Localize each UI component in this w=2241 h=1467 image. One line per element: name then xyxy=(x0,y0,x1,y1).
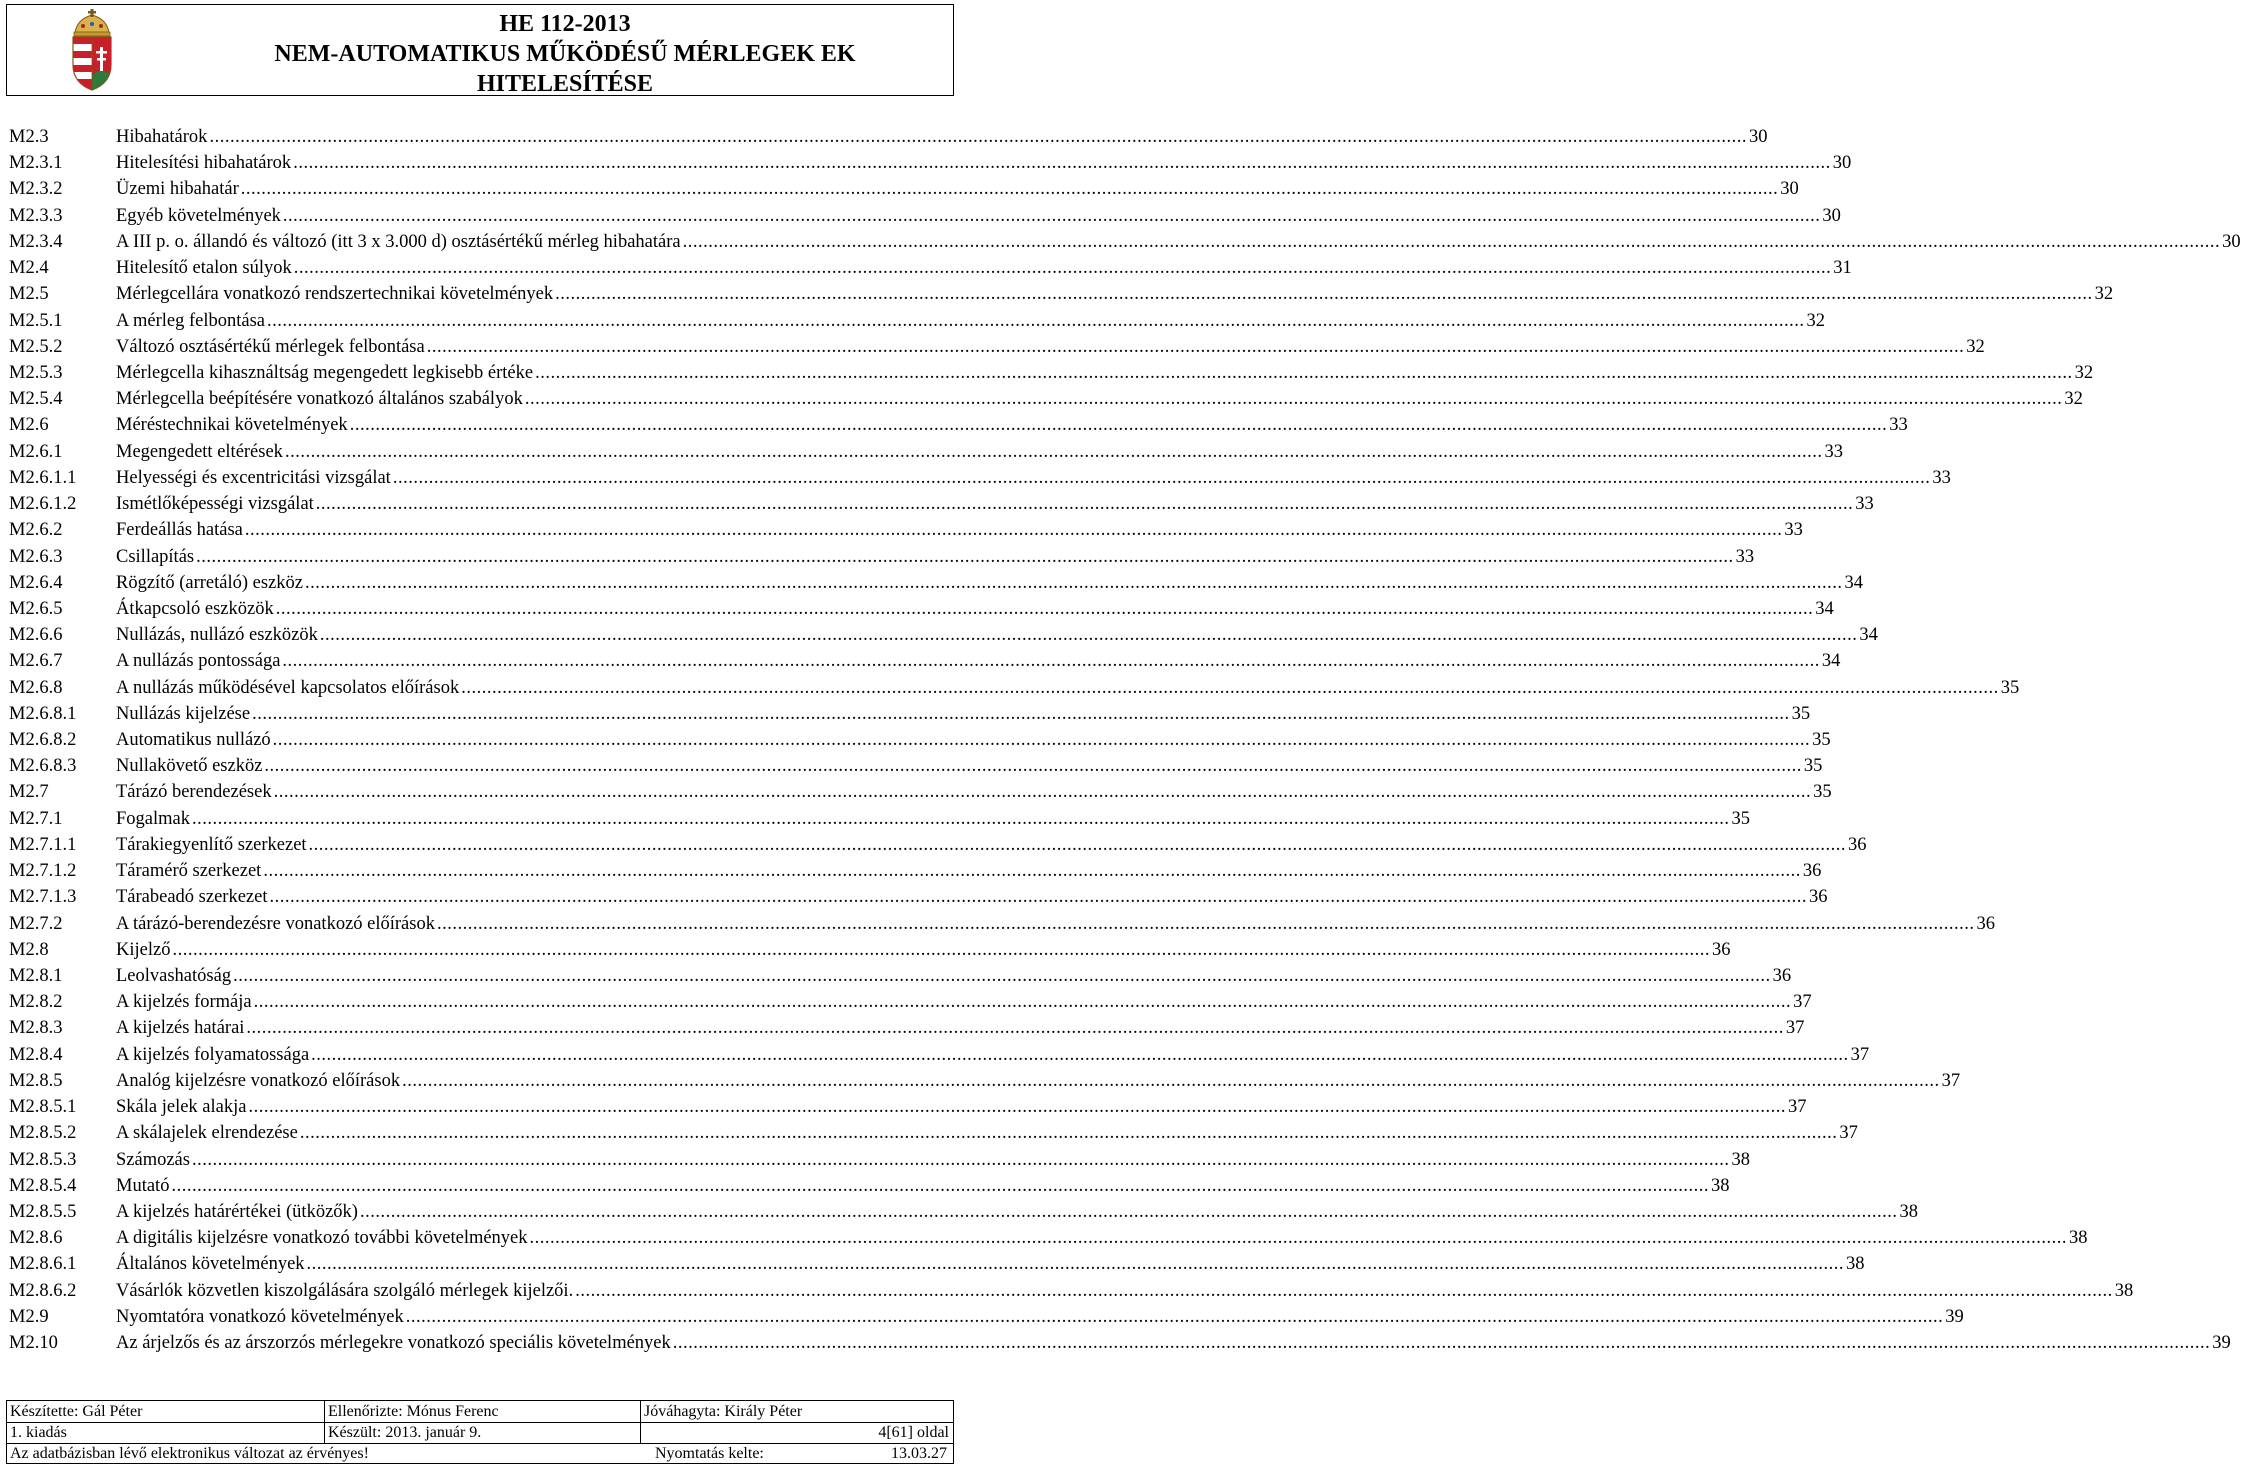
toc-leader-dots: ............................................................................................................................................................................................................................................................................................................ xyxy=(293,153,1831,174)
toc-entry-number: M2.6.2 xyxy=(9,520,63,541)
toc-entry[interactable] xyxy=(9,544,1755,570)
toc-leader-dots: ............................................................................................................................................................................................................................................................................................................ xyxy=(240,179,1779,200)
toc-entry[interactable] xyxy=(9,491,1874,517)
toc-entry-number: M2.8.5.2 xyxy=(9,1123,77,1144)
toc-entry[interactable] xyxy=(9,858,1822,884)
toc-entry-title: Megengedett eltérések xyxy=(116,439,285,465)
toc-leader-dots: ............................................................................................................................................................................................................................................................................................................ xyxy=(273,782,1812,803)
toc-leader-dots: ............................................................................................................................................................................................................................................................................................................ xyxy=(461,677,1999,698)
toc-entry[interactable] xyxy=(9,308,1825,334)
title-line-1: HE 112-2013 xyxy=(499,11,631,37)
toc-entry-page: 38 xyxy=(1731,1149,1750,1170)
toc-leader-dots: ............................................................................................................................................................................................................................................................................................................ xyxy=(359,1201,1898,1222)
toc-entry-number: M2.5.2 xyxy=(9,336,63,357)
toc-entry-page: 37 xyxy=(1793,992,1812,1013)
toc-entry-page: 33 xyxy=(1824,441,1843,462)
toc-entry-title: Tárázó berendezések xyxy=(116,779,274,805)
toc-entry-number: M2.6.1.2 xyxy=(9,494,77,515)
toc-entry-page: 33 xyxy=(1932,467,1951,488)
toc-entry-number: M2.3.4 xyxy=(9,231,63,252)
toc-entry[interactable] xyxy=(9,360,2094,386)
toc-entry-title: A mérleg felbontása xyxy=(116,308,267,334)
toc-entry-title: Változó osztásértékű mérlegek felbontása xyxy=(116,334,427,360)
toc-leader-dots: ............................................................................................................................................................................................................................................................................................................ xyxy=(308,834,1847,855)
toc-leader-dots: ............................................................................................................................................................................................................................................................................................................ xyxy=(191,1149,1730,1170)
toc-entry-number: M2.8.5 xyxy=(9,1070,63,1091)
toc-entry[interactable] xyxy=(9,1225,2088,1251)
toc-entry[interactable] xyxy=(9,1278,2134,1304)
toc-entry-title: Ismétlőképességi vizsgálat xyxy=(116,491,316,517)
toc-entry-number: M2.8.5.5 xyxy=(9,1201,77,1222)
toc-entry-number: M2.7.1 xyxy=(9,808,63,829)
footer-created-date: Készült: 2013. január 9. xyxy=(325,1422,641,1443)
toc-entry-number: M2.5.1 xyxy=(9,310,63,331)
toc-entry-number: M2.8.2 xyxy=(9,992,63,1013)
toc-entry-title: Ferdeállás hatása xyxy=(116,517,245,543)
toc-entry-title: Fogalmak xyxy=(116,806,192,832)
footer-edition: 1. kiadás xyxy=(7,1422,325,1443)
toc-entry[interactable] xyxy=(9,439,1843,465)
toc-entry-number: M2.8.6.1 xyxy=(9,1254,77,1275)
toc-entry-title: Egyéb követelmények xyxy=(116,203,283,229)
toc-entry-title: A kijelzés határai xyxy=(116,1015,246,1041)
toc-entry-page: 30 xyxy=(1780,179,1799,200)
toc-leader-dots: ............................................................................................................................................................................................................................................................................................................ xyxy=(402,1070,1940,1091)
toc-entry[interactable] xyxy=(9,963,1792,989)
toc-leader-dots: ............................................................................................................................................................................................................................................................................................................ xyxy=(171,1175,1709,1196)
toc-entry[interactable] xyxy=(9,150,1852,176)
toc-entry-title: Nullakövető eszköz xyxy=(116,753,264,779)
toc-leader-dots: ............................................................................................................................................................................................................................................................................................................ xyxy=(524,389,2063,410)
title-line-2: NEM-AUTOMATIKUS MŰKÖDÉSŰ MÉRLEGEK EK xyxy=(274,41,856,67)
toc-entry-title: Hitelesítési hibahatárok xyxy=(116,150,293,176)
toc-entry-page: 34 xyxy=(1815,598,1834,619)
toc-leader-dots: ............................................................................................................................................................................................................................................................................................................ xyxy=(319,625,1858,646)
toc-leader-dots: ............................................................................................................................................................................................................................................................................................................ xyxy=(293,258,1832,279)
footer-print-date: 13.03.27 xyxy=(891,1445,947,1462)
footer-print-label: Nyomtatás kelte: xyxy=(655,1445,764,1462)
toc-leader-dots: ............................................................................................................................................................................................................................................................................................................ xyxy=(282,651,1820,672)
toc-entry-page: 39 xyxy=(1945,1306,1964,1327)
toc-leader-dots: ............................................................................................................................................................................................................................................................................................................ xyxy=(192,808,1730,829)
toc-entry[interactable] xyxy=(9,701,1811,727)
toc-entry-page: 36 xyxy=(1802,861,1822,882)
toc-entry-title: Üzemi hibahatár xyxy=(116,176,241,202)
title-line-3: HITELESÍTÉSE xyxy=(476,71,654,97)
toc-entry-page: 35 xyxy=(1731,808,1750,829)
toc-leader-dots: ............................................................................................................................................................................................................................................................................................................ xyxy=(252,703,1790,724)
toc-entry-number: M2.8.6.2 xyxy=(9,1280,77,1301)
toc-leader-dots: ............................................................................................................................................................................................................................................................................................................ xyxy=(535,362,2073,383)
toc-entry-title: Vásárlók közvetlen kiszolgálására szolgáló mérlegek kijelzői. xyxy=(116,1278,575,1304)
toc-leader-dots: ............................................................................................................................................................................................................................................................................................................ xyxy=(555,284,2093,305)
toc-leader-dots: ............................................................................................................................................................................................................................................................................................................ xyxy=(306,1254,1845,1275)
toc-entry-title: Mérlegcella kihasználtság megengedett legkisebb értéke xyxy=(116,360,535,386)
toc-entry-number: M2.8.4 xyxy=(9,1044,63,1065)
toc-entry-number: M2.8.5.4 xyxy=(9,1175,77,1196)
toc-entry[interactable] xyxy=(9,465,1951,491)
toc-entry[interactable] xyxy=(9,753,1823,779)
toc-entry-page: 37 xyxy=(1941,1070,1961,1091)
toc-entry[interactable] xyxy=(9,386,2083,412)
document-title xyxy=(177,5,953,95)
toc-entry-number: M2.6.5 xyxy=(9,598,63,619)
footer-validity-note: Az adatbázisban lévő elektronikus változat az érvényes! xyxy=(10,1445,369,1462)
toc-entry[interactable] xyxy=(9,176,1799,202)
toc-entry[interactable] xyxy=(9,622,1878,648)
toc-entry-title: Automatikus nullázó xyxy=(116,727,273,753)
toc-entry-number: M2.8.5.1 xyxy=(9,1097,77,1118)
logo-cell xyxy=(7,5,177,95)
toc-entry-page: 36 xyxy=(1711,939,1731,960)
toc-entry-number: M2.6.8 xyxy=(9,677,63,698)
toc-entry-page: 38 xyxy=(2069,1228,2088,1249)
toc-entry[interactable] xyxy=(9,1068,1961,1094)
toc-entry-page: 38 xyxy=(1846,1254,1865,1275)
toc-entry-page: 37 xyxy=(1839,1123,1858,1144)
toc-entry-page: 33 xyxy=(1784,520,1803,541)
toc-entry[interactable] xyxy=(9,1120,1858,1146)
toc-entry[interactable] xyxy=(9,937,1731,963)
toc-entry-page: 30 xyxy=(2222,231,2241,252)
footer-page-number: 4[61] oldal xyxy=(878,1424,949,1441)
toc-entry-number: M2.7.1.3 xyxy=(9,887,77,908)
toc-entry-title: Méréstechnikai követelmények xyxy=(116,412,350,438)
toc-entry-page: 32 xyxy=(2094,284,2114,305)
toc-entry[interactable] xyxy=(9,229,2241,255)
toc-leader-dots: ............................................................................................................................................................................................................................................................................................................ xyxy=(248,1097,1786,1118)
toc-entry-page: 38 xyxy=(1710,1175,1730,1196)
document-header xyxy=(6,4,954,96)
toc-entry[interactable] xyxy=(9,1147,1750,1173)
toc-entry-title: Nullázás kijelzése xyxy=(116,701,252,727)
toc-leader-dots: ............................................................................................................................................................................................................................................................................................................ xyxy=(349,415,1888,436)
toc-entry[interactable] xyxy=(9,517,1803,543)
toc-entry-number: M2.5.4 xyxy=(9,389,63,410)
toc-leader-dots: ............................................................................................................................................................................................................................................................................................................ xyxy=(269,887,1807,908)
toc-entry-page: 33 xyxy=(1855,494,1874,515)
toc-entry-title: A kijelzés formája xyxy=(116,989,254,1015)
toc-entry[interactable] xyxy=(9,675,2020,701)
toc-entry-title: Hibahatárok xyxy=(116,124,209,150)
toc-entry-page: 36 xyxy=(1809,887,1828,908)
toc-entry-page: 37 xyxy=(1850,1044,1870,1065)
toc-entry-title: Táramérő szerkezet xyxy=(116,858,263,884)
toc-entry-title: A nullázás pontossága xyxy=(116,648,282,674)
toc-entry-number: M2.6.6 xyxy=(9,625,63,646)
toc-entry-page: 34 xyxy=(1821,651,1841,672)
toc-entry-number: M2.6.8.1 xyxy=(9,703,77,724)
toc-entry-number: M2.8.6 xyxy=(9,1228,63,1249)
toc-entry-title: A digitális kijelzésre vonatkozó további követelmények xyxy=(116,1225,530,1251)
toc-entry-title: Analóg kijelzésre vonatkozó előírások xyxy=(116,1068,402,1094)
toc-entry[interactable] xyxy=(9,832,1867,858)
toc-entry[interactable] xyxy=(9,1199,1918,1225)
toc-leader-dots: ............................................................................................................................................................................................................................................................................................................ xyxy=(233,966,1771,986)
toc-entry-number: M2.8.3 xyxy=(9,1018,63,1039)
toc-entry-page: 39 xyxy=(2212,1333,2231,1354)
toc-entry-number: M2.6.1 xyxy=(9,441,63,462)
toc-entry-number: M2.8 xyxy=(9,939,49,960)
toc-entry-number: M2.6.8.2 xyxy=(9,730,77,751)
document-footer xyxy=(6,1400,954,1464)
toc-leader-dots: ............................................................................................................................................................................................................................................................................................................ xyxy=(209,127,1747,147)
toc-entry-page: 30 xyxy=(1832,153,1852,174)
toc-leader-dots: ............................................................................................................................................................................................................................................................................................................ xyxy=(263,861,1801,882)
toc-entry-number: M2.6 xyxy=(9,415,49,436)
toc-entry-page: 35 xyxy=(1812,730,1831,751)
toc-entry-page: 34 xyxy=(1844,572,1863,593)
toc-entry[interactable] xyxy=(9,255,1852,281)
toc-leader-dots: ............................................................................................................................................................................................................................................................................................................ xyxy=(284,441,1823,462)
toc-entry-title: A kijelzés folyamatossága xyxy=(116,1042,311,1068)
toc-leader-dots: ............................................................................................................................................................................................................................................................................................................ xyxy=(264,756,1802,777)
toc-entry-number: M2.5 xyxy=(9,284,49,305)
toc-leader-dots: ............................................................................................................................................................................................................................................................................................................ xyxy=(529,1228,2068,1249)
toc-entry-title: Az árjelzős és az árszorzós mérlegekre vonatkozó speciális követelmények xyxy=(116,1330,673,1356)
toc-entry[interactable] xyxy=(9,334,1985,360)
toc-entry-page: 36 xyxy=(1976,913,1995,934)
toc-entry-title: A skálajelek elrendezése xyxy=(116,1120,300,1146)
toc-entry-number: M2.8.1 xyxy=(9,966,63,986)
toc-entry-number: M2.6.4 xyxy=(9,572,63,593)
toc-entry-title: Skála jelek alakja xyxy=(116,1094,248,1120)
toc-entry-page: 35 xyxy=(1813,782,1832,803)
toc-leader-dots: ............................................................................................................................................................................................................................................................................................................ xyxy=(405,1306,1944,1327)
toc-leader-dots: ............................................................................................................................................................................................................................................................................................................ xyxy=(282,205,1821,226)
toc-leader-dots: ............................................................................................................................................................................................................................................................................................................ xyxy=(672,1333,2211,1354)
toc-entry-number: M2.6.1.1 xyxy=(9,467,77,488)
toc-entry-page: 32 xyxy=(2074,362,2094,383)
toc-entry-number: M2.3 xyxy=(9,127,49,147)
toc-leader-dots: ............................................................................................................................................................................................................................................................................................................ xyxy=(172,939,1710,960)
toc-entry-title: Nyomtatóra vonatkozó követelmények xyxy=(116,1304,406,1330)
toc-entry-number: M2.9 xyxy=(9,1306,49,1327)
toc-entry[interactable] xyxy=(9,1042,1870,1068)
toc-entry-title: Számozás xyxy=(116,1147,192,1173)
toc-entry-page: 37 xyxy=(1785,1018,1805,1039)
toc-entry[interactable] xyxy=(9,1304,1964,1330)
footer-checked-by: Ellenőrizte: Mónus Ferenc xyxy=(325,1401,641,1422)
toc-entry[interactable] xyxy=(9,1173,1730,1199)
toc-entry[interactable] xyxy=(9,779,1832,805)
toc-entry-title: A nullázás működésével kapcsolatos előírások xyxy=(116,675,461,701)
toc-leader-dots: ............................................................................................................................................................................................................................................................................................................ xyxy=(253,992,1792,1013)
toc-entry-page: 32 xyxy=(1806,310,1825,331)
toc-entry-page: 35 xyxy=(1791,703,1811,724)
toc-entry-title: A III p. o. állandó és változó (itt 3 x 3.000 d) osztásértékű mérleg hibahatára xyxy=(116,229,683,255)
toc-entry-page: 30 xyxy=(1748,127,1768,147)
toc-entry-title: Rögzítő (arretáló) eszköz xyxy=(116,570,305,596)
toc-entry-number: M2.7 xyxy=(9,782,49,803)
toc-entry[interactable] xyxy=(9,412,1908,438)
toc-leader-dots: ............................................................................................................................................................................................................................................................................................................ xyxy=(426,336,1965,357)
toc-entry-number: M2.4 xyxy=(9,258,49,279)
toc-entry[interactable] xyxy=(9,806,1750,832)
toc-entry-number: M2.6.3 xyxy=(9,546,63,567)
toc-entry-number: M2.8.5.3 xyxy=(9,1149,77,1170)
toc-entry[interactable] xyxy=(9,596,1834,622)
toc-leader-dots: ............................................................................................................................................................................................................................................................................................................ xyxy=(436,913,1975,934)
toc-entry-page: 30 xyxy=(1822,205,1841,226)
toc-entry-title: Kijelző xyxy=(116,937,172,963)
toc-entry[interactable] xyxy=(9,1330,2231,1356)
toc-entry[interactable] xyxy=(9,1251,1865,1277)
toc-entry-title: Mérlegcella beépítésére vonatkozó általános szabályok xyxy=(116,386,525,412)
toc-entry[interactable] xyxy=(9,884,1828,910)
toc-entry-number: M2.6.8.3 xyxy=(9,756,77,777)
toc-leader-dots: ............................................................................................................................................................................................................................................................................................................ xyxy=(392,467,1931,488)
toc-entry-title: Mérlegcellára vonatkozó rendszertechnikai követelmények xyxy=(116,281,555,307)
toc-entry-title: A kijelzés határértékei (ütközők) xyxy=(116,1199,360,1225)
hungarian-coat-of-arms-icon xyxy=(69,9,115,91)
toc-entry[interactable] xyxy=(9,911,1995,937)
toc-entry-number: M2.10 xyxy=(9,1333,58,1354)
toc-entry-page: 36 xyxy=(1772,966,1792,986)
toc-entry-title: Nullázás, nullázó eszközök xyxy=(116,622,320,648)
toc-entry-page: 36 xyxy=(1848,834,1867,855)
toc-entry[interactable] xyxy=(9,648,1841,674)
toc-entry-page: 37 xyxy=(1787,1097,1807,1118)
toc-entry-number: M2.7.1.2 xyxy=(9,861,77,882)
toc-entry-title: Tárakiegyenlítő szerkezet xyxy=(116,832,309,858)
toc-entry-number: M2.6.7 xyxy=(9,651,63,672)
toc-entry-page: 31 xyxy=(1833,258,1852,279)
toc-entry[interactable] xyxy=(9,203,1841,229)
toc-entry-number: M2.3.2 xyxy=(9,179,63,200)
toc-entry-title: Leolvashatóság xyxy=(116,963,233,989)
toc-entry-page: 38 xyxy=(1899,1201,1918,1222)
toc-entry-page: 32 xyxy=(1966,336,1985,357)
toc-entry-number: M2.5.3 xyxy=(9,362,63,383)
toc-entry-title: Mutató xyxy=(116,1173,171,1199)
toc-leader-dots: ............................................................................................................................................................................................................................................................................................................ xyxy=(275,598,1814,619)
toc-entry-title: Hitelesítő etalon súlyok xyxy=(116,255,294,281)
toc-entry[interactable] xyxy=(9,1094,1807,1120)
toc-entry-number: M2.7.2 xyxy=(9,913,63,934)
footer-approved-by: Jóváhagyta: Király Péter xyxy=(644,1403,803,1420)
toc-entry[interactable] xyxy=(9,570,1863,596)
toc-entry-page: 33 xyxy=(1889,415,1908,436)
toc-entry-page: 33 xyxy=(1735,546,1755,567)
toc-entry-page: 32 xyxy=(2064,389,2083,410)
toc-entry[interactable] xyxy=(9,989,1812,1015)
toc-entry-title: Általános követelmények xyxy=(116,1251,307,1277)
toc-entry-page: 38 xyxy=(2114,1280,2134,1301)
toc-leader-dots: ............................................................................................................................................................................................................................................................................................................ xyxy=(575,1280,2113,1301)
toc-entry[interactable] xyxy=(9,727,1831,753)
footer-prepared-by: Készítette: Gál Péter xyxy=(7,1401,325,1422)
toc-leader-dots: ............................................................................................................................................................................................................................................................................................................ xyxy=(196,546,1734,567)
toc-entry-title: Csillapítás xyxy=(116,544,196,570)
toc-entry-title: Tárabeadó szerkezet xyxy=(116,884,270,910)
toc-entry-number: M2.3.3 xyxy=(9,205,63,226)
toc-leader-dots: ............................................................................................................................................................................................................................................................................................................ xyxy=(311,1044,1849,1065)
toc-entry[interactable] xyxy=(9,281,2114,307)
toc-leader-dots: ............................................................................................................................................................................................................................................................................................................ xyxy=(315,494,1854,515)
toc-leader-dots: ............................................................................................................................................................................................................................................................................................................ xyxy=(266,310,1805,331)
toc-entry-title: A tárázó-berendezésre vonatkozó előírások xyxy=(116,911,437,937)
toc-leader-dots: ............................................................................................................................................................................................................................................................................................................ xyxy=(272,730,1811,751)
toc-entry-page: 35 xyxy=(1803,756,1823,777)
toc-leader-dots: ............................................................................................................................................................................................................................................................................................................ xyxy=(244,520,1783,541)
toc-leader-dots: ............................................................................................................................................................................................................................................................................................................ xyxy=(246,1018,1784,1039)
toc-entry-title: Átkapcsoló eszközök xyxy=(116,596,276,622)
toc-entry[interactable] xyxy=(9,124,1768,150)
footer-page-cell xyxy=(641,1422,953,1443)
toc-entry-page: 35 xyxy=(2000,677,2020,698)
table-of-contents xyxy=(9,124,2241,1356)
toc-leader-dots: ............................................................................................................................................................................................................................................................................................................ xyxy=(682,231,2221,252)
toc-entry-number: M2.7.1.1 xyxy=(9,834,77,855)
toc-entry[interactable] xyxy=(9,1015,1805,1041)
toc-entry-page: 34 xyxy=(1859,625,1878,646)
toc-leader-dots: ............................................................................................................................................................................................................................................................................................................ xyxy=(299,1123,1838,1144)
toc-entry-title: Helyességi és excentricitási vizsgálat xyxy=(116,465,393,491)
toc-leader-dots: ............................................................................................................................................................................................................................................................................................................ xyxy=(304,572,1843,593)
toc-entry-number: M2.3.1 xyxy=(9,153,63,174)
